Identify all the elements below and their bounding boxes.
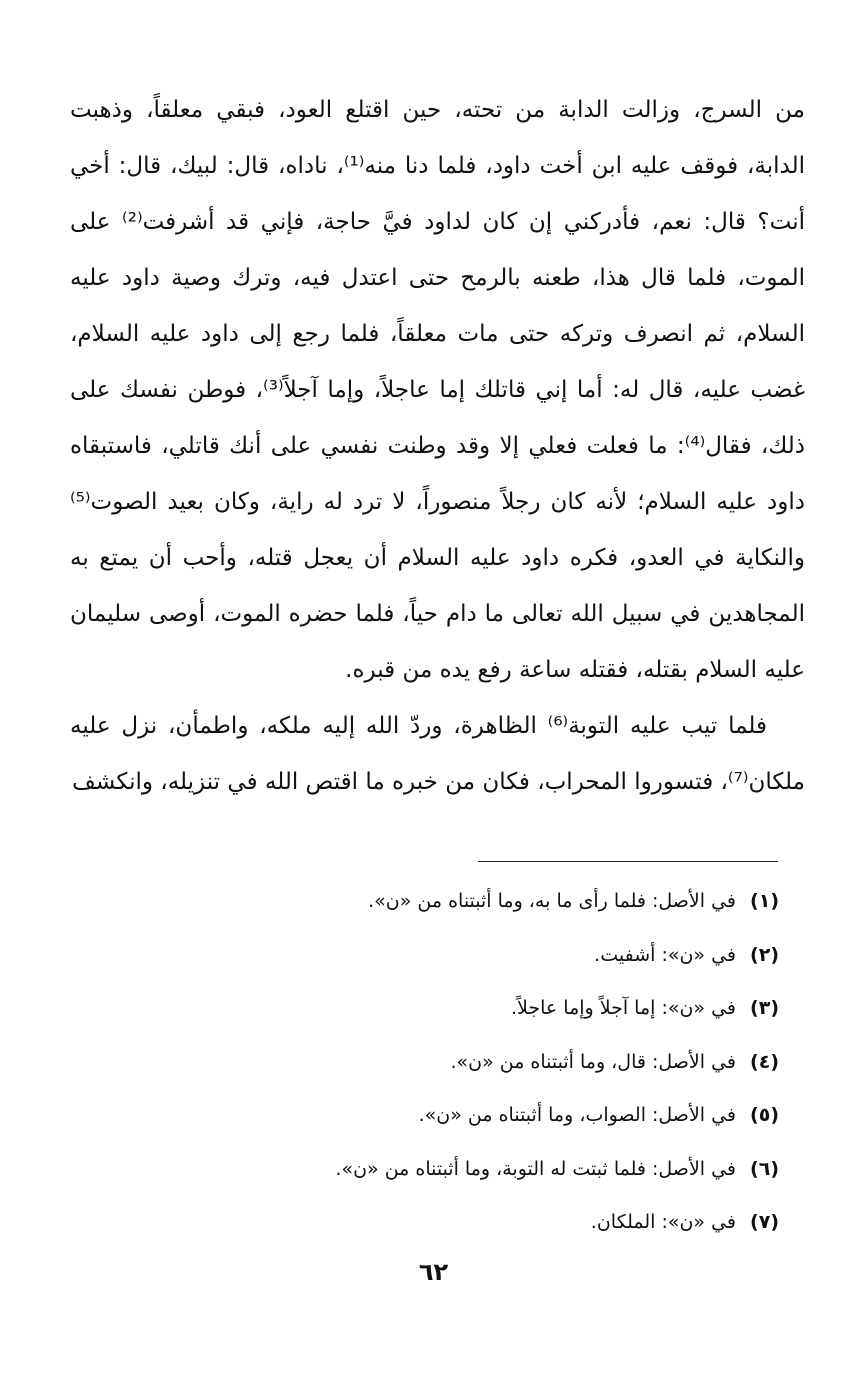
footnote-number: (٣) (750, 997, 779, 1019)
footnote-item (70, 1196, 779, 1250)
footnote-number: (٢) (750, 943, 779, 966)
footnote-number: (٦) (750, 1157, 779, 1180)
footnote-item (70, 929, 779, 983)
footnote-text: في الأصل: فلما رأى ما به، وما أثبتناه من «ن». (368, 890, 737, 912)
main-text (70, 82, 805, 810)
paragraph-1: من السرج، وزالت الدابة من تحته، حين اقتلع العود، فبقي معلقاً، وذهبت الدابة، فوقف عليه ابن أخت داود، فلما دنا منه⁽¹⁾، ناداه، قال: لبيك، قال: أخي أنت؟ قال: نعم، فأدركني إن كان لداود فيَّ حاجة، فإني قد أشرفت⁽²⁾ على الموت، فلما قال هذا، طعنه بالرمح حتى اعتدل فيه، وترك وصية داود عليه السلام، ثم انصرف وتركه حتى مات معلقاً، فلما رجع إلى داود عليه السلام، غضب عليه، قال له: أما إني قاتلك إما عاجلاً، وإما آجلاً⁽³⁾، فوطن نفسك على ذلك، فقال⁽⁴⁾: ما فعلت فعلي إلا وقد وطنت نفسي على أنك قاتلي، فاستبقاه داود عليه السلام؛ لأنه كان رجلاً منصوراً، لا ترد له راية، وكان بعيد الصوت⁽⁵⁾ والنكاية في العدو، فكره داود عليه السلام أن يعجل قتله، وأحب أن يمتع به المجاهدين في سبيل الله تعالى ما دام حياً، فلما حضره الموت، أوصى سليمان عليه السلام بقتله، فقتله ساعة رفع يده من قبره. (70, 97, 806, 683)
footnote-number: (٧) (750, 1211, 779, 1233)
footnote-text: في «ن»: إما آجلاً وإما عاجلاً. (511, 997, 737, 1019)
footnote-text: في الأصل: قال، وما أثبتناه من «ن». (450, 1050, 737, 1073)
footnote-number: (٥) (750, 1104, 779, 1126)
footnote-item (70, 875, 779, 929)
paragraph-2: فلما تيب عليه التوبة⁽⁶⁾ الظاهرة، وردّ الله إليه ملكه، واطمأن، نزل عليه ملكان⁽⁷⁾، فتسوروا المحراب، فكان من خبره ما اقتص الله في تنزيله، وانكشف (70, 713, 805, 795)
page-number: ٦٢ (418, 1258, 449, 1286)
footnote-number: (١) (750, 890, 779, 912)
footnote-item (70, 982, 779, 1036)
footnote-text: في «ن»: الملكان. (590, 1211, 737, 1233)
footnote-item (70, 1089, 779, 1143)
footnote-item (70, 1143, 779, 1197)
footnote-number: (٤) (750, 1050, 779, 1073)
footnote-divider (478, 861, 778, 862)
footnotes-list (70, 875, 779, 1250)
footnote-item (70, 1036, 779, 1090)
footnote-text: في الأصل: فلما ثبتت له التوبة، وما أثبتناه من «ن». (335, 1157, 737, 1180)
footnote-text: في «ن»: أشفيت. (594, 943, 737, 966)
footnote-text: في الأصل: الصواب، وما أثبتناه من «ن». (418, 1104, 737, 1126)
